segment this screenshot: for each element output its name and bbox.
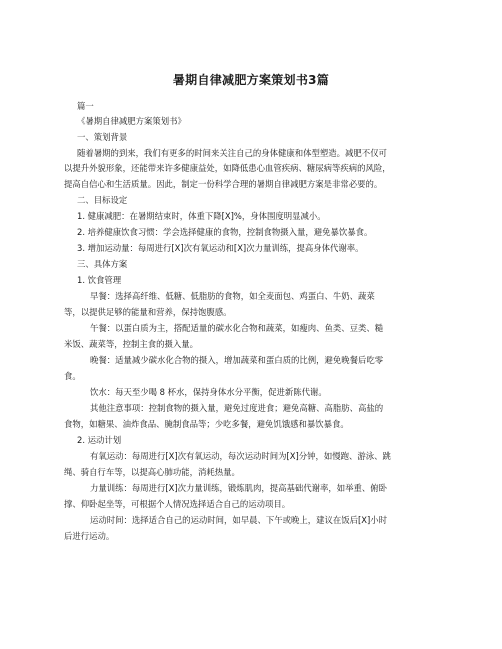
text-line: 随着暑期的到来，我们有更多的时间来关注自己的身体健康和体型塑造。减肥不仅可 (77, 148, 387, 158)
text-line: 提高自信心和生活质量。因此，制定一份科学合理的暑期自律减肥方案是非常必要的。 (64, 179, 383, 189)
text-line: 力量训练：每周进行[X]次力量训练，锻炼肌肉，提高基础代谢率，如举重、俯卧 (90, 483, 388, 493)
text-line: 食。 (64, 371, 81, 381)
text-line: 等，以提供足够的能量和营养，保持饱腹感。 (64, 307, 232, 317)
text-line: 3. 增加运动量：每周进行[X]次有氧运动和[X]次力量训练，提高身体代谢率。 (77, 243, 364, 253)
text-line: 食物，如糖果、油炸食品、腌制食品等；少吃多餐，避免饥饿感和暴饮暴食。 (64, 419, 349, 429)
text-line: 2. 运动计划 (77, 435, 122, 445)
text-line: 篇一 (77, 101, 94, 111)
text-line: 后进行运动。 (64, 531, 115, 541)
text-line: 二、目标设定 (77, 195, 128, 205)
text-line: 晚餐：适量减少碳水化合物的摄入，增加蔬菜和蛋白质的比例，避免晚餐后吃零 (90, 355, 384, 365)
text-line: 2. 培养健康饮食习惯：学会选择健康的食物，控制食物摄入量，避免暴饮暴食。 (77, 227, 373, 237)
text-line: 绳、骑自行车等，以提高心肺功能，消耗热量。 (64, 467, 240, 477)
document-title: 暑期自律减肥方案策划书3篇 (172, 73, 330, 87)
text-line: 一、策划背景 (77, 132, 128, 142)
text-line: 撑、仰卧起坐等，可根据个人情况选择适合自己的运动项目。 (64, 499, 291, 509)
text-line: 运动时间：选择适合自己的运动时间，如早晨、下午或晚上，建议在饭后[X]小时 (90, 515, 388, 525)
text-line: 1. 健康减肥：在暑期结束时，体重下降[X]%，身体围度明显减小。 (77, 211, 326, 221)
text-line: 饮水：每天至少喝 8 杯水，保持身体水分平衡，促进新陈代谢。 (90, 387, 327, 397)
text-line: 《暑期自律减肥方案策划书》 (77, 116, 186, 126)
text-line: 午餐：以蛋白质为主，搭配适量的碳水化合物和蔬菜，如瘦肉、鱼类、豆类、糙 (90, 323, 384, 333)
text-line: 三、具体方案 (77, 259, 128, 269)
text-line: 1. 饮食管理 (77, 275, 122, 285)
text-line: 米饭、蔬菜等，控制主食的摄入量。 (64, 339, 198, 349)
text-line: 有氧运动：每周进行[X]次有氧运动，每次运动时间为[X]分钟，如慢跑、游泳、跳 (90, 451, 391, 461)
text-line: 其他注意事项：控制食物的摄入量，避免过度进食；避免高糖、高脂肪、高盐的 (90, 403, 384, 413)
text-line: 早餐：选择高纤维、低糖、低脂肪的食物，如全麦面包、鸡蛋白、牛奶、蔬菜 (90, 291, 375, 301)
text-line: 以提升外貌形象，还能带来许多健康益处，如降低患心血管疾病、糖尿病等疾病的风险， (64, 163, 391, 173)
